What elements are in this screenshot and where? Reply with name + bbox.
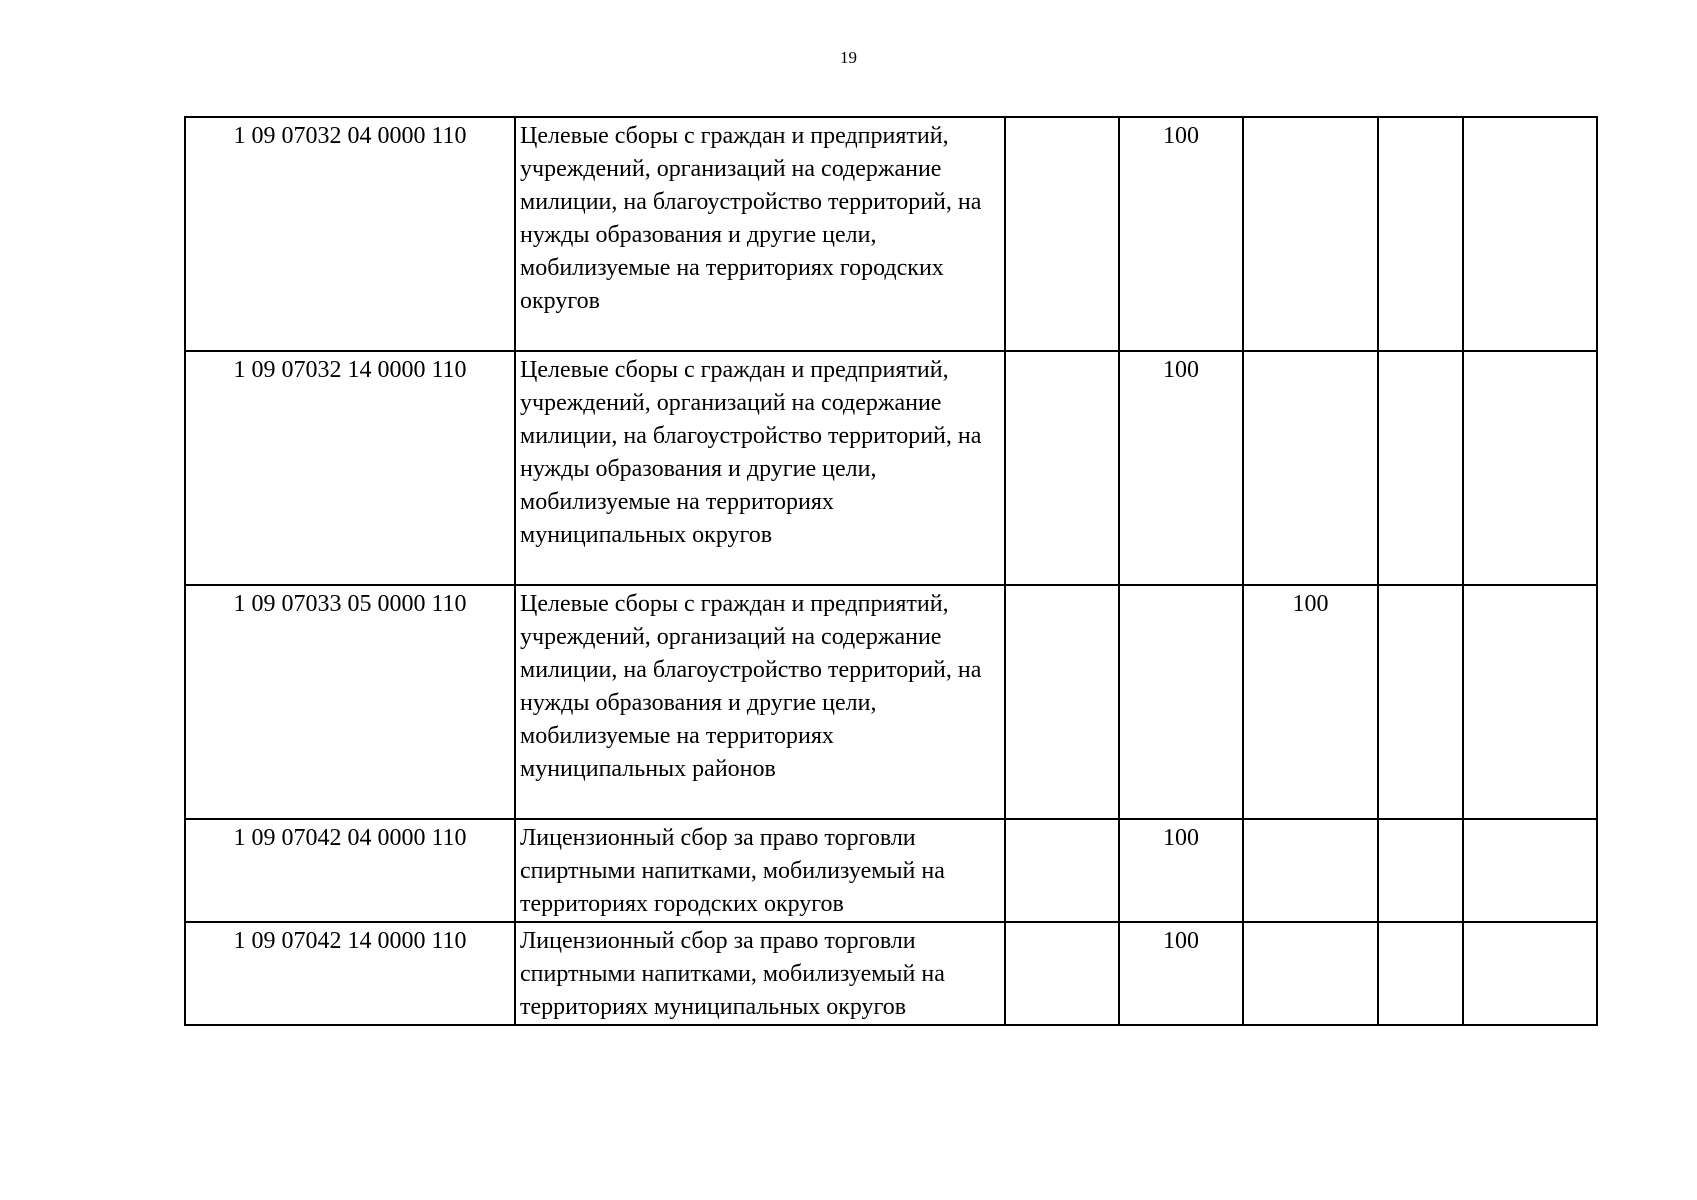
code-cell: 1 09 07042 14 0000 110 — [185, 922, 515, 1025]
code-cell: 1 09 07032 04 0000 110 — [185, 117, 515, 351]
value-cell — [1463, 351, 1597, 585]
table-row — [185, 585, 1597, 819]
value-cell — [1005, 351, 1119, 585]
value-cell — [1378, 585, 1463, 819]
value-cell — [1463, 585, 1597, 819]
value-cell: 100 — [1119, 922, 1243, 1025]
code-cell: 1 09 07032 14 0000 110 — [185, 351, 515, 585]
value-cell — [1463, 819, 1597, 922]
value-cell — [1119, 585, 1243, 819]
value-cell — [1243, 819, 1378, 922]
value-cell — [1378, 819, 1463, 922]
value-cell — [1005, 117, 1119, 351]
code-cell: 1 09 07033 05 0000 110 — [185, 585, 515, 819]
table-row — [185, 922, 1597, 1025]
value-cell — [1005, 819, 1119, 922]
value-cell — [1378, 922, 1463, 1025]
value-cell — [1005, 585, 1119, 819]
description-cell: Лицензионный сбор за право торговли спиртными напитками, мобилизуемый на территориях городских округов — [515, 819, 1005, 922]
code-cell: 1 09 07042 04 0000 110 — [185, 819, 515, 922]
value-cell — [1378, 351, 1463, 585]
value-cell: 100 — [1243, 585, 1378, 819]
value-cell — [1005, 922, 1119, 1025]
value-cell — [1243, 922, 1378, 1025]
table-row — [185, 117, 1597, 351]
page-number: 19 — [840, 48, 857, 67]
value-cell — [1463, 117, 1597, 351]
value-cell — [1243, 117, 1378, 351]
value-cell — [1463, 922, 1597, 1025]
revenue-table — [184, 116, 1598, 1026]
description-cell: Целевые сборы с граждан и предприятий, учреждений, организаций на содержание милиции, на благоустройство территорий, на нужды образования и другие цели, мобилизуемые на территориях муниципальных районов — [515, 585, 1005, 819]
description-cell: Лицензионный сбор за право торговли спиртными напитками, мобилизуемый на территориях муниципальных округов — [515, 922, 1005, 1025]
value-cell — [1378, 117, 1463, 351]
description-cell: Целевые сборы с граждан и предприятий, учреждений, организаций на содержание милиции, на благоустройство территорий, на нужды образования и другие цели, мобилизуемые на территориях городских округов — [515, 117, 1005, 351]
value-cell — [1243, 351, 1378, 585]
table-row — [185, 351, 1597, 585]
description-cell: Целевые сборы с граждан и предприятий, учреждений, организаций на содержание милиции, на благоустройство территорий, на нужды образования и другие цели, мобилизуемые на территориях муниципальных округов — [515, 351, 1005, 585]
table-row — [185, 819, 1597, 922]
value-cell: 100 — [1119, 819, 1243, 922]
value-cell: 100 — [1119, 351, 1243, 585]
value-cell: 100 — [1119, 117, 1243, 351]
